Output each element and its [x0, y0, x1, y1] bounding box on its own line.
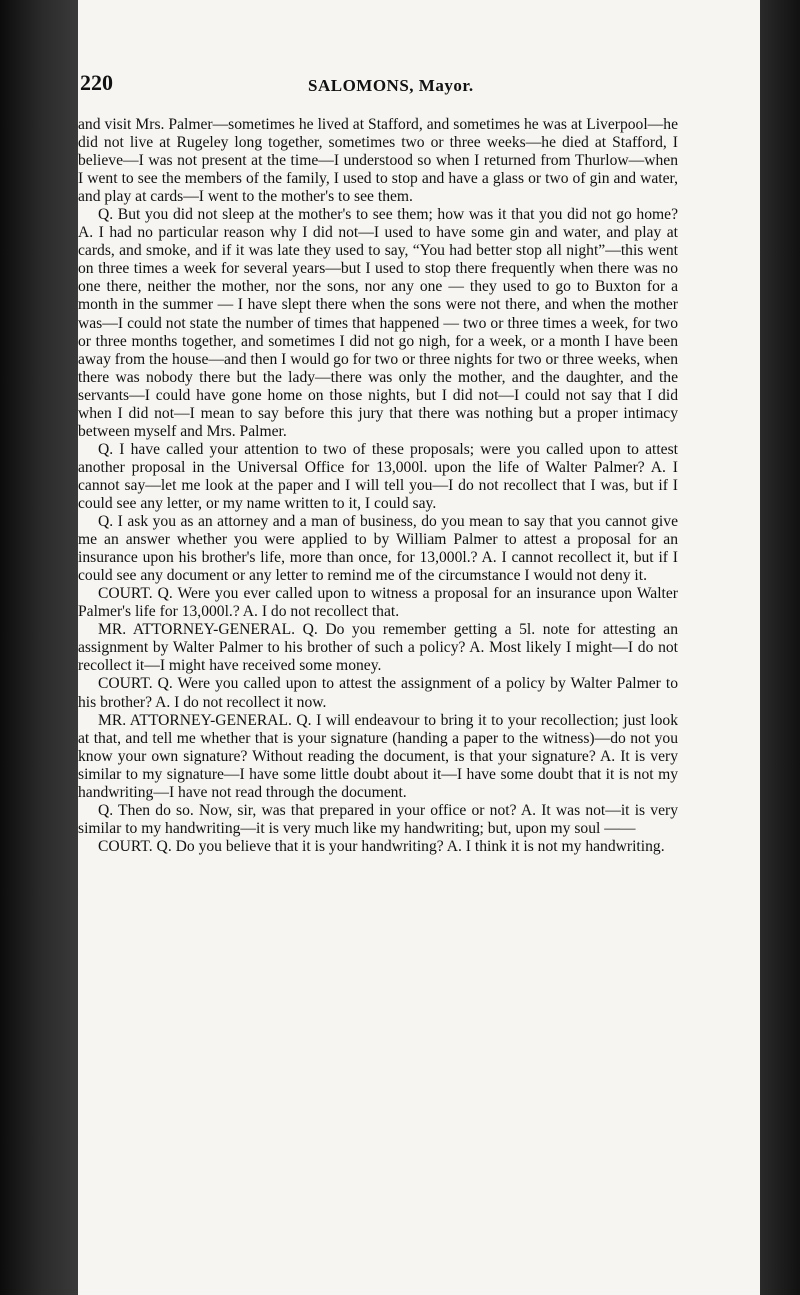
- running-head: [80, 70, 660, 100]
- paragraph: Q. Then do so. Now, sir, was that prepared in your office or not? A. It was not—it is very similar to my handwriting—it is very much like my handwriting; but, upon my soul ——: [78, 801, 678, 837]
- paragraph: COURT. Q. Were you called upon to attest the assignment of a policy by Walter Palmer to his brother? A. I do not recollect it now.: [78, 675, 678, 711]
- paragraph: COURT. Q. Were you ever called upon to witness a proposal for an insurance upon Walter Palmer's life for 13,000l.? A. I do not recollect that.: [78, 585, 678, 621]
- right-margin-shadow: [760, 0, 800, 1295]
- header-title: SALOMONS, Mayor.: [308, 76, 474, 95]
- paragraph: Q. But you did not sleep at the mother's to see them; how was it that you did not go home? A. I had no particular reason why I did not—I used to have some gin and water, and play at cards, and smoke, and if it was late they used to say, “You had better stop all night”—this went on three times a week for several years—but I used to stop there frequently when there was no one there, neither the mother, nor the sons, nor any one — they used to go to Buxton for a month in the summer — I have slept there when the sons were not there, and when the mother was—I could not state the number of times that happened — two or three times a week, for two or three months together, and sometimes I did not go nigh, for a week, or a month I have been away from the house—and then I would go for two or three nights for two or three weeks, when there was nobody there but the lady—there was only the mother, and the daughter, and the servants—I could have gone home on those nights, but I did not—I could not say that I did when I did not—I mean to say before this jury that there was nothing but a proper intimacy between myself and Mrs. Palmer.: [78, 206, 678, 440]
- page-number: 220: [80, 70, 113, 95]
- paragraph: Q. I ask you as an attorney and a man of business, do you mean to say that you cannot give me an answer whether you were applied to by William Palmer to attest a proposal for an insurance upon his brother's life, more than once, for 13,000l.? A. I cannot recollect it, but if I could see any document or any letter to remind me of the circumstance I would not deny it.: [78, 513, 678, 585]
- paragraph: MR. ATTORNEY-GENERAL. Q. Do you remember getting a 5l. note for attesting an assignment by Walter Palmer to his brother of such a policy? A. Most likely I might—I do not recollect it—I might have received some money.: [78, 621, 678, 675]
- paragraph: COURT. Q. Do you believe that it is your handwriting? A. I think it is not my handwriting.: [98, 837, 665, 855]
- body-text: [78, 116, 678, 856]
- paragraph: MR. ATTORNEY-GENERAL. Q. I will endeavour to bring it to your recollection; just look at that, and tell me whether that is your signature (handing a paper to the witness)—do not you know your own signature? Without reading the document, is that your signature? A. It is very similar to my signature—I have some little doubt about it—I have some doubt that it is not my handwriting—I have not read through the document.: [78, 711, 678, 801]
- binding-gutter: [0, 0, 78, 1295]
- paragraph: and visit Mrs. Palmer—sometimes he lived at Stafford, and sometimes he was at Liverpool—he did not live at Rugeley long together, sometimes two or three weeks—he died at Stafford, I believe—I was not present at the time—I understood so when I returned from Thurlow—when I went to see the members of the family, I used to stop and have a glass or two of gin and water, and play at cards—I went to the mother's to see them.: [78, 116, 678, 206]
- paragraph: Q. I have called your attention to two of these proposals; were you called upon to attest another proposal in the Universal Office for 13,000l. upon the life of Walter Palmer? A. I cannot say—let me look at the paper and I will tell you—I do not recollect that I was, but if I could see any letter, or my name written to it, I could say.: [78, 440, 678, 512]
